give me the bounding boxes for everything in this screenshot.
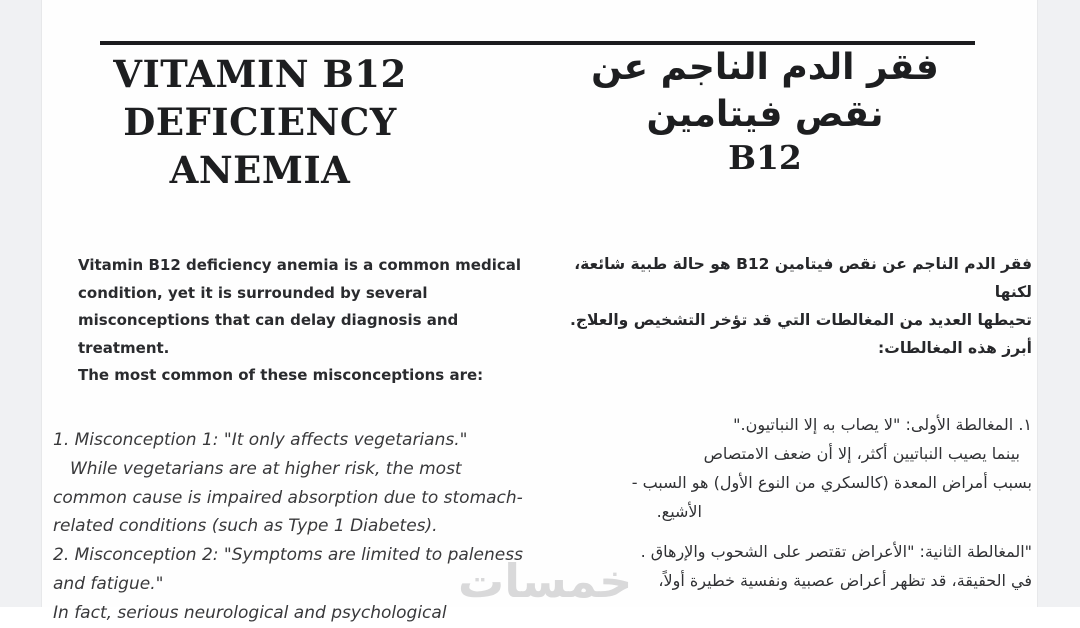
english-misconception-line: related conditions (such as Type 1 Diabetes). <box>53 516 438 537</box>
arabic-misconception-line: الأشيع. <box>656 502 702 521</box>
arabic-intro-paragraph <box>545 250 1032 362</box>
english-misconception-line-cropped: In fact, serious neurological and psychological <box>53 602 447 623</box>
english-intro-line: misconceptions that can delay diagnosis and <box>78 311 459 329</box>
english-misconceptions-list <box>53 426 558 628</box>
page-right-margin <box>1037 0 1080 607</box>
english-intro-line: treatment. <box>78 338 170 357</box>
english-title-line: ANEMIA <box>169 148 351 192</box>
arabic-intro-line: فقر الدم الناجم عن نقص فيتامين B12 هو حالة طبية شائعة، لكنها <box>574 255 1032 301</box>
arabic-misconception-line: ١. المغالطة الأولى: "لا يصاب به إلا النباتيون." <box>733 415 1032 434</box>
english-misconception-line: 1. Misconception 1: "It only affects vegetarians." <box>53 430 468 450</box>
english-title-line: VITAMIN B12 <box>113 52 407 96</box>
english-intro-line: condition, yet it is surrounded by several <box>78 283 428 302</box>
english-intro-paragraph <box>78 252 548 390</box>
arabic-title <box>560 44 970 178</box>
arabic-misconception-line: بينما يصيب النباتيين أكثر، إلا أن ضعف الامتصاص <box>703 444 1020 463</box>
arabic-misconceptions-list <box>545 410 1032 595</box>
english-misconception-line: common cause is impaired absorption due to stomach- <box>53 487 523 508</box>
english-intro-line: Vitamin B12 deficiency anemia is a common medical <box>78 256 522 274</box>
english-title-line: DEFICIENCY <box>123 100 397 144</box>
english-misconception-line: While vegetarians are at higher risk, the most <box>70 458 462 479</box>
arabic-intro-line: تحيطها العديد من المغالطات التي قد تؤخر التشخيص والعلاج. <box>569 311 1032 329</box>
arabic-misconception-line-cropped: في الحقيقة، قد تظهر أعراض عصبية ونفسية خطيرة أولاً، <box>658 571 1032 590</box>
arabic-misconception-line: بسبب أمراض المعدة (كالسكري من النوع الأول) هو السبب - <box>631 473 1032 492</box>
khamsat-watermark: خمسات <box>458 554 633 608</box>
english-misconception-line: and fatigue." <box>53 573 164 594</box>
arabic-title-line: نقص فيتامين <box>646 94 884 135</box>
arabic-intro-line: أبرز هذه المغالطات: <box>878 339 1032 357</box>
english-intro-line: The most common of these misconceptions are: <box>78 366 484 384</box>
english-misconception-line: 2. Misconception 2: "Symptoms are limited to paleness <box>53 545 523 566</box>
english-title <box>100 50 420 194</box>
arabic-title-b12: B12 <box>728 138 802 177</box>
arabic-title-line: فقر الدم الناجم عن <box>591 47 939 88</box>
arabic-misconception-line: "المغالطة الثانية: "الأعراض تقتصر على الشحوب والإرهاق . <box>640 542 1032 561</box>
page-left-margin <box>0 0 42 607</box>
